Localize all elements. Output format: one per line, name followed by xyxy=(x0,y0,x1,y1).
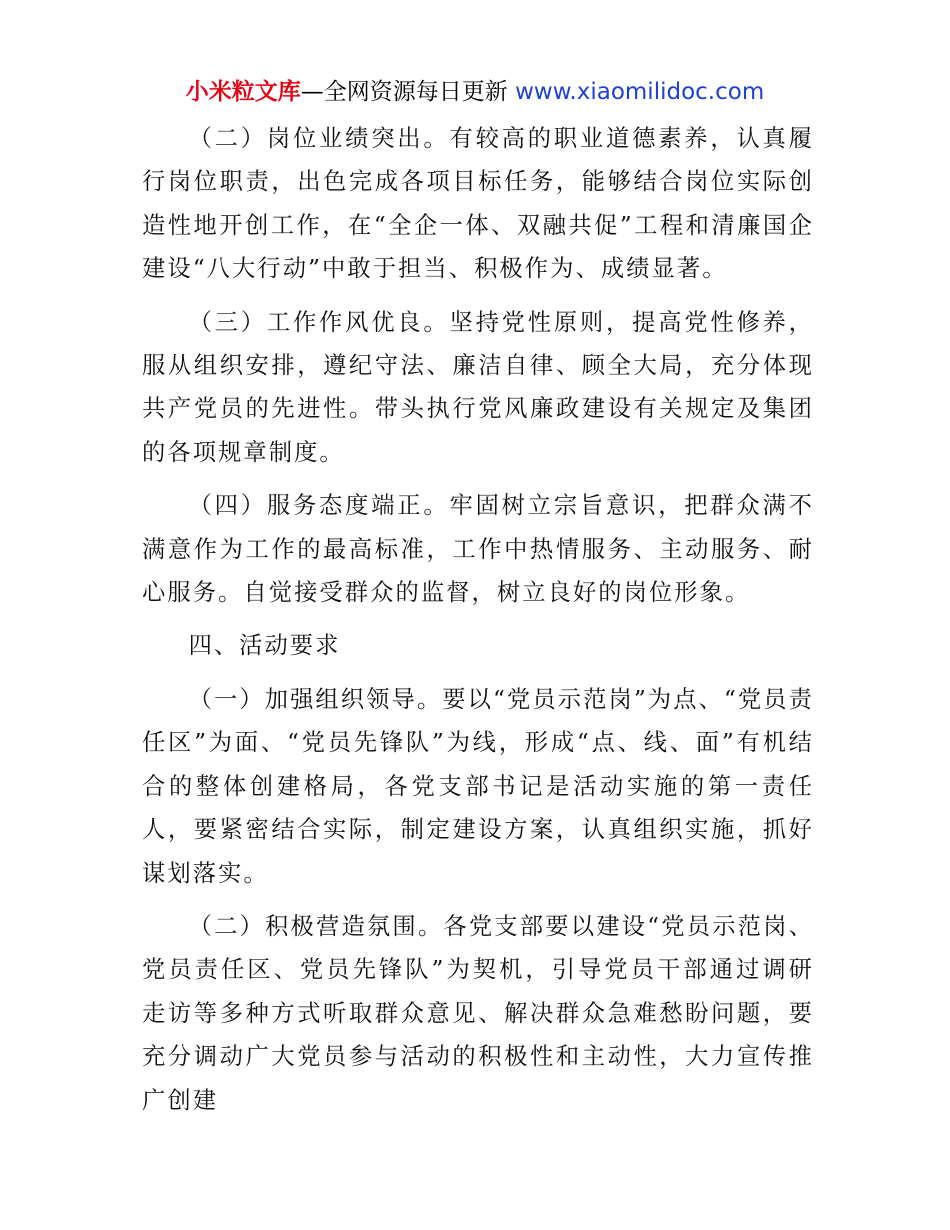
section-heading-activity-requirements: 四、活动要求 xyxy=(188,632,341,660)
header-site-link[interactable]: www.xiaomilidoc.com xyxy=(507,79,765,105)
paragraph-work-style: （三）工作作风优良。坚持党性原则，提高党性修养，服从组织安排，遵纪守法、廉洁自律、顾全大局，充分体现共产党员的先进性。带头执行党风廉政建设有关规定及集团的各项规章制度。 xyxy=(142,308,814,466)
paragraph-organization-leadership: （一）加强组织领导。要以“党员示范岗”为点、“党员责任区”为面、“党员先锋队”为线，形成“点、线、面”有机结合的整体创建格局，各党支部书记是活动实施的第一责任人，要紧密结合实际，制定建设方案，认真组织实施，抓好谋划落实。 xyxy=(142,685,814,887)
header-slogan: —全网资源每日更新 xyxy=(300,79,508,105)
watermark-header xyxy=(0,76,950,108)
paragraph-create-atmosphere: （二）积极营造氛围。各党支部要以建设“党员示范岗、党员责任区、党员先锋队”为契机，引导党员干部通过调研走访等多种方式听取群众意见、解决群众急难愁盼问题，要充分调动广大党员参与活动的积极性和主动性，大力宣传推广创建 xyxy=(142,912,814,1114)
paragraph-job-performance: （二）岗位业绩突出。有较高的职业道德素养，认真履行岗位职责，出色完成各项目标任务，能够结合岗位实际创造性地开创工作，在“全企一体、双融共促”工程和清廉国企建设“八大行动”中敢于担当、积极作为、成绩显著。 xyxy=(142,125,814,283)
paragraph-service-attitude: （四）服务态度端正。牢固树立宗旨意识，把群众满不满意作为工作的最高标准，工作中热情服务、主动服务、耐心服务。自觉接受群众的监督，树立良好的岗位形象。 xyxy=(142,492,814,607)
document-body xyxy=(142,117,814,1132)
header-brand: 小米粒文库 xyxy=(185,79,301,105)
